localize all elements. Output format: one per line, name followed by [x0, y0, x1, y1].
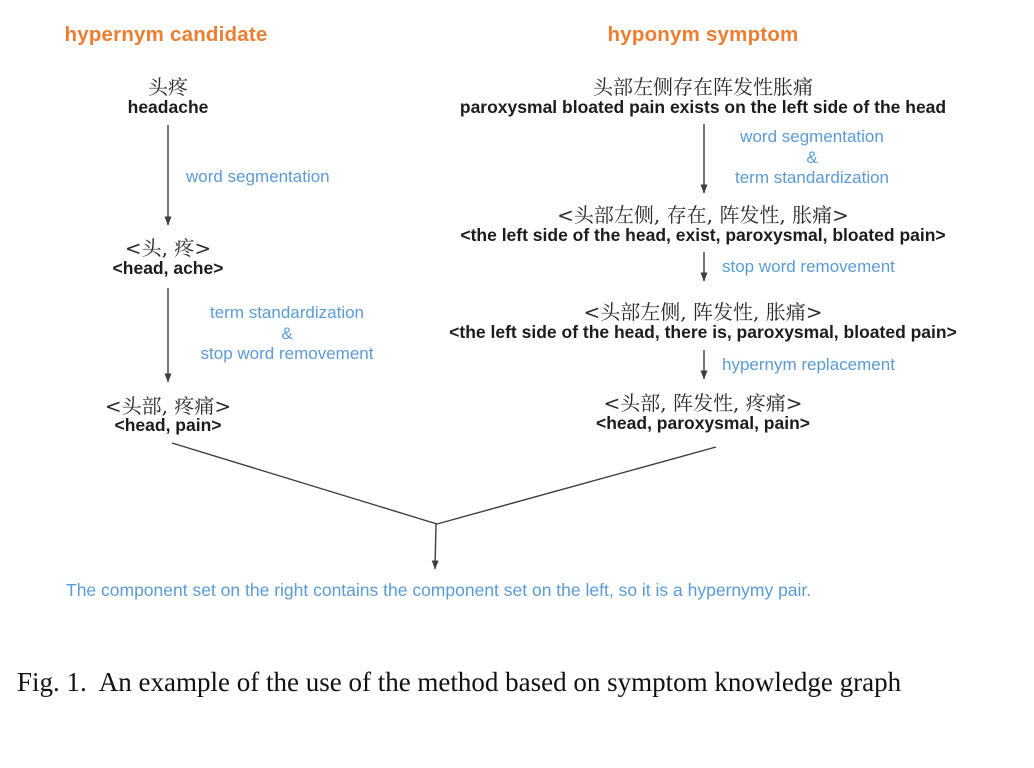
left-node-1-zh: 头疼	[148, 75, 188, 99]
right-step-1-line-1: word segmentation	[740, 127, 884, 146]
right-column-header: hyponym symptom	[607, 23, 799, 46]
right-step-1-line-3: term standardization	[734, 168, 890, 187]
converge-arrow-down	[435, 524, 436, 569]
left-node-3-en: <head, pain>	[114, 415, 222, 435]
right-step-stop-word-removement: stop word removement	[722, 257, 895, 276]
right-node-1-zh: 头部左侧存在阵发性胀痛	[593, 75, 813, 99]
converge-line-left	[172, 443, 437, 524]
left-step-standardization-stopword	[201, 303, 374, 365]
right-step-1-line-2: &	[806, 147, 818, 167]
left-node-2-en: <head, ache>	[112, 258, 224, 278]
left-step-2-line-3: stop word removement	[200, 344, 374, 363]
left-column-header: hypernym candidate	[64, 23, 268, 46]
conclusion-text: The component set on the right contains the component set on the left, so it is a hypernymy pair.	[66, 580, 812, 600]
right-step-hypernym-replacement: hypernym replacement	[722, 355, 895, 374]
left-node-3-zh: <头部, 疼痛>	[104, 394, 232, 418]
right-node-3-en: <the left side of the head, there is, paroxysmal, bloated pain>	[449, 322, 957, 342]
left-step-2-line-1: term standardization	[209, 303, 365, 322]
right-node-3-zh: <头部左侧, 阵发性, 胀痛>	[583, 300, 823, 324]
left-step-word-segmentation: word segmentation	[186, 167, 330, 186]
right-node-2-zh: <头部左侧, 存在, 阵发性, 胀痛>	[557, 203, 849, 227]
left-node-2-zh: <头, 疼>	[124, 236, 212, 260]
left-node-1-en: headache	[127, 97, 209, 117]
left-step-2-line-2: &	[281, 323, 293, 343]
right-node-1-en: paroxysmal bloated pain exists on the left side of the head	[459, 97, 947, 117]
right-node-4-en: <head, paroxysmal, pain>	[596, 413, 810, 433]
right-step-segmentation-standardization	[735, 127, 889, 189]
figure-caption: Fig. 1. An example of the use of the method based on symptom knowledge graph	[17, 667, 902, 697]
right-node-2-en: <the left side of the head, exist, paroxysmal, bloated pain>	[460, 225, 946, 245]
right-node-4-zh: <头部, 阵发性, 疼痛>	[603, 391, 803, 415]
converge-line-right	[437, 447, 716, 524]
